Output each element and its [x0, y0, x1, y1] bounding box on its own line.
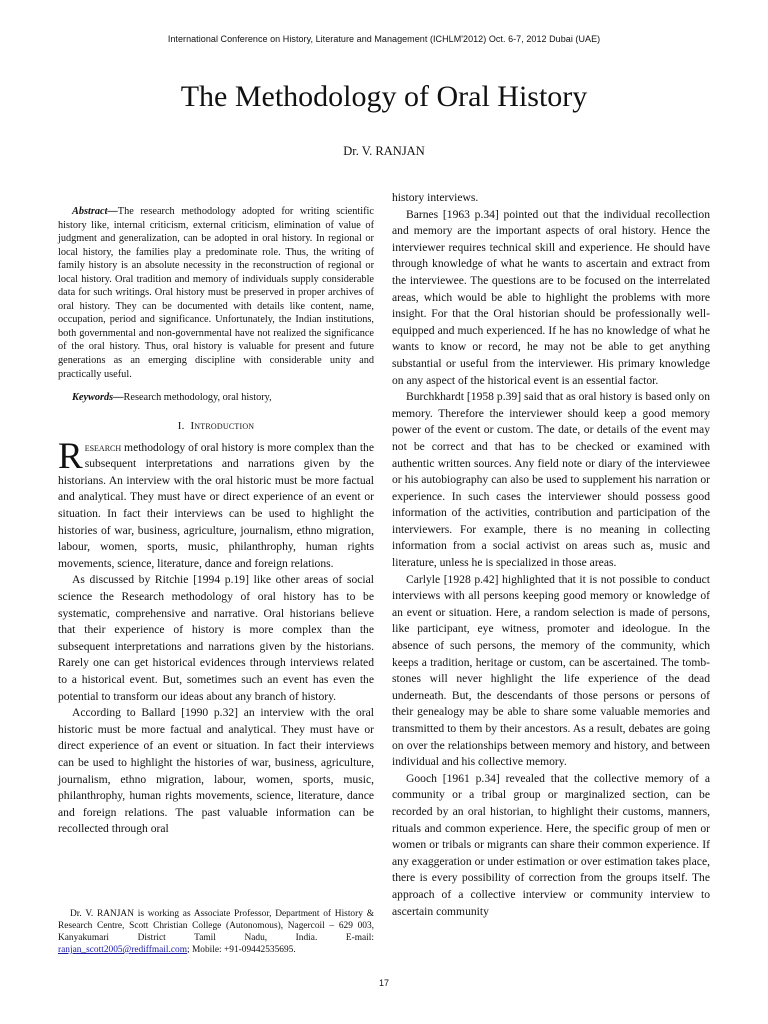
abstract-text: The research methodology adopted for writing scientific history like, internal criticism, external criticism, elimination of value of judgment and generalization, can be adopted in oral history. In regional or local history, the families play a predominate role. Thus, the writing of family history is an absolute necessity in the reconstruction of regional or local history. Oral tradition and memory of individuals supply considerable data for such writings. Oral history must be preserved in proper archives of oral history. They can be documented with details like content, name, occupation, period and significance. Unfortunately, the Indian institutions, both governmental and non-governmental have not realized the significance of the oral history. Thus, oral history is valuable for present and future generations as an emerging discipline with considerable unity and practically useful. [58, 206, 374, 380]
author-email-link[interactable]: ranjan_scott2005@rediffmail.com [58, 945, 187, 955]
drop-cap: R [58, 435, 83, 477]
paragraph: Gooch [1961 p.34] revealed that the collective memory of a community or a tribal group or marginalized section, can be recorded by an oral historian, to highlight their customs, manners, rituals and common experience. Here, the specific group of men or women or tribals or migrants can share their common experience. If any exaggeration or under estimation or over estimation takes place, there is every possibility of correction from the groups itself. The approach of a collective interview or community interview to ascertain community [392, 771, 710, 918]
abstract [58, 205, 374, 381]
paragraph: Carlyle [1928 p.42] highlighted that it is not possible to conduct interviews with all persons keeping good memory or knowledge of an event or situation. Here, a random selection is made of persons, like participant, eye witness, promoter and ideologue. In the absence of such persons, the memory of the community, which keeps a tradition, heritage or custom, can be ascertained. The tomb-stones will never highlight the life experience of the dead underneath. But, the descendants of those persons or persons of their genealogy may be able to share some valuable memories and transmitted to them by their ancestors. As a result, debates are going on over the relationships between memory and history, and between individual and his collective memory. [392, 572, 710, 769]
keywords-text: Research methodology, oral history, [123, 392, 272, 404]
paragraph: Burchkhardt [1958 p.39] said that as oral history is based only on memory. Therefore the interviewer should keep a good memory power of the event or custom. The date, or details of the event may not be correct and that has to be checked or examined with authentic written sources. Any field note or diary of the interviewee or his autobiography can also be used to supplement his narration or experience. In such cases the interviewer should possess good information of the activities, contribution and participation of the interviewers. For example, there is no meaning in collecting information from a social activist on areas such as, music and literature, unless he is specialized in those areas. [392, 390, 710, 570]
author-name: Dr. V. RANJAN [343, 144, 425, 158]
paragraph-continuation: history interviews. [392, 191, 479, 204]
left-column [58, 205, 374, 838]
drop-cap-continuation: esearch [84, 440, 122, 454]
section-heading-introduction [58, 420, 374, 432]
section-title: Introduction [190, 419, 255, 432]
author-footnote [58, 908, 374, 956]
paragraph: Barnes [1963 p.34] pointed out that the individual recollection and memory are the important aspects of oral history. Hence the interviewer requires technical skill and experience. He should have through knowledge of what he wants to ascertain and extract from the interviewee. The questions are to be focused on the interrelated areas, which would be able to highlight the problems with more insight. For that the Oral historian should be professionally well-equipped and much experienced. If he has no knowledge of what he wants to know or record, he may not be able to get anything substantial or useful from the interviewer. His primary knowledge on any aspect of the historical event is an essential factor. [392, 207, 710, 387]
abstract-label: Abstract— [72, 206, 118, 217]
footnote-mobile: ; Mobile: +91-09442535695. [187, 945, 296, 955]
paper-title: The Methodology of Oral History [180, 80, 588, 113]
paragraph: Research methodology of oral history is more complex than the subsequent interpretations and narrations given by the historians. An interview with the oral historic must be more factual and analytical. They must have or direct experience of an event or situation. In fact their interviews can be used to highlight the histories of war, business, agriculture, journalism, ethno migration, labour, women, sports, music, philanthrophy, human rights movements, science, literature, dance and foreign relations. [58, 435, 374, 570]
section-number: I. [177, 419, 185, 432]
keywords-label: Keywords— [72, 392, 124, 404]
paragraph: As discussed by Ritchie [1994 p.19] like other areas of social science the Research methodology of oral history has to be systematic, comprehensive and narrative. Oral historians believe that their experience of history is more complex than the subsequent interpretations and narrations given by the historians. Rarely one can get historical evidences through interviews related to a historical event. But, sometimes such an event has even the potential to transform our ideas about any branch of history. [58, 573, 374, 703]
paragraph: According to Ballard [1990 p.32] an interview with the oral historic must be more factual and analytical. They must have or direct experience of an event or situation. In fact their interviews can be used to highlight the histories of war, business, agriculture, journalism, ethno migration, labour, women, sports, music, philanthrophy, human rights movements, science, literature, dance and foreign relations. The past valuable information can be recollected through oral [58, 706, 374, 836]
running-head: International Conference on History, Literature and Management (ICHLM'2012) Oct. 6-7, 2012 Dubai (UAE) [167, 34, 601, 44]
page-number: 17 [378, 978, 389, 988]
right-column [392, 190, 710, 920]
footnote-text: Dr. V. RANJAN is working as Associate Professor, Department of History & Research Centre, Scott Christian College (Autonomous), Nagercoil – 629 003, Kanyakumari District Tamil Nadu, India. E-mail: [58, 909, 374, 943]
keywords [58, 391, 374, 405]
